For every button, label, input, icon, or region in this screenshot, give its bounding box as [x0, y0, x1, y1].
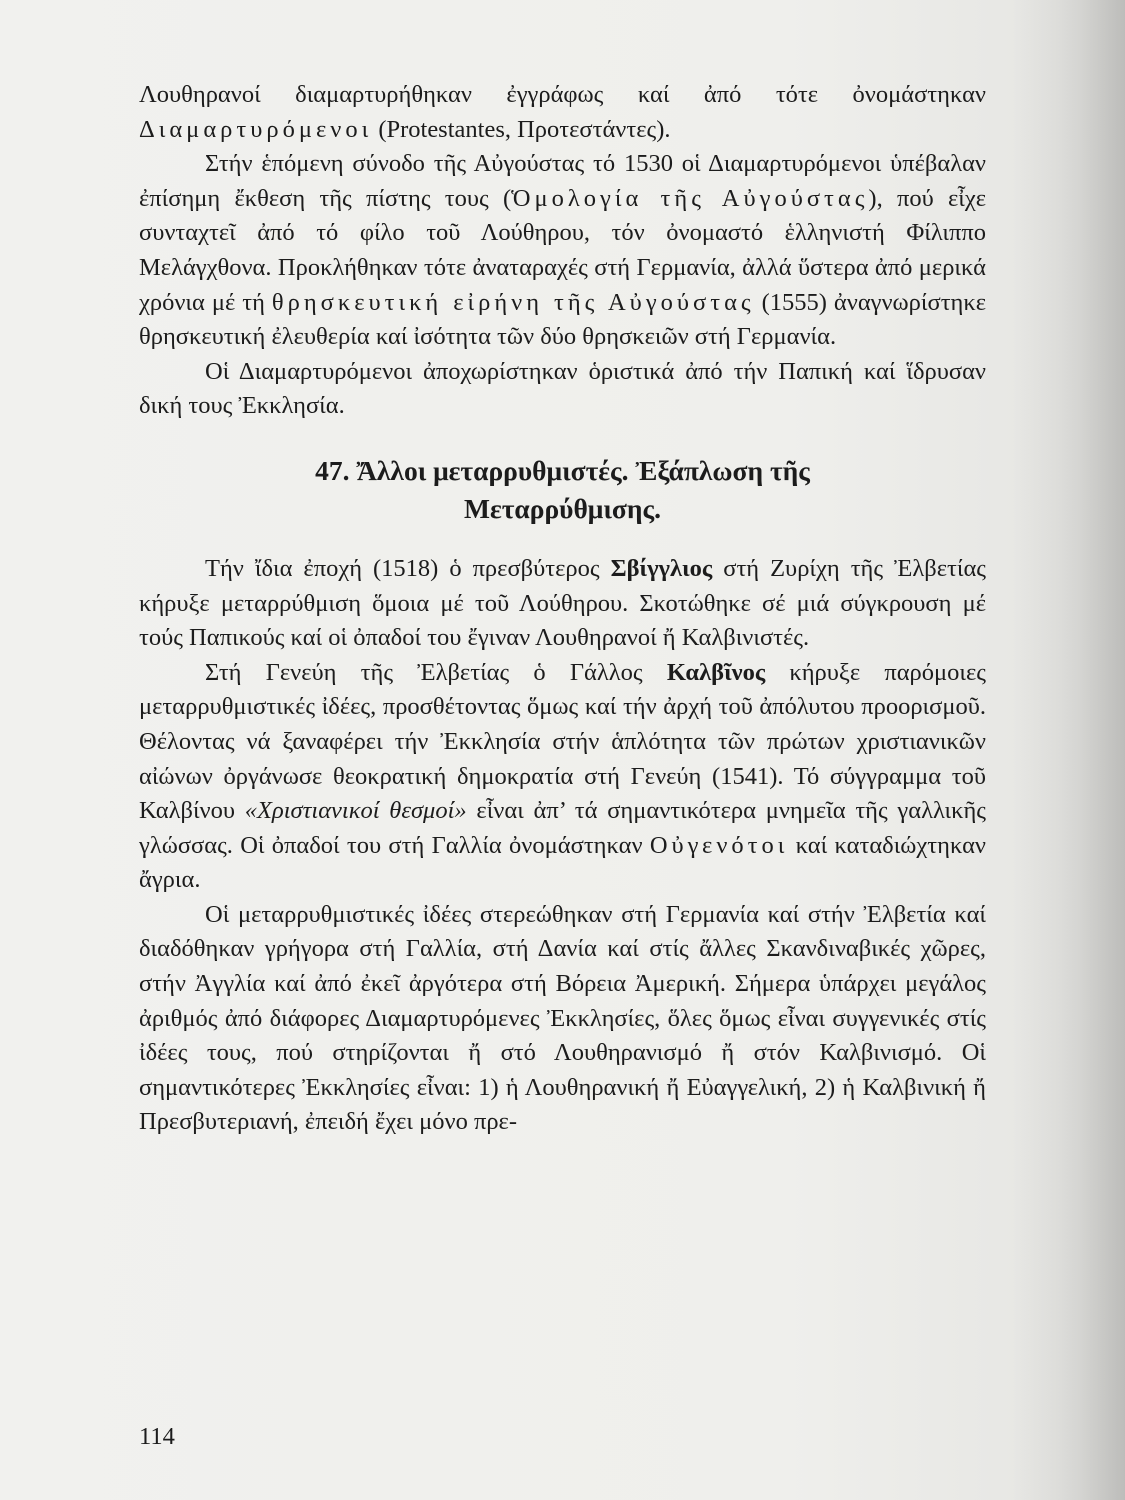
- spaced-emphasis: Ὁμολογία τῆς Αὐγούστας: [511, 184, 869, 212]
- body-text: [139, 78, 986, 1140]
- paragraphs-before-heading: [139, 78, 986, 424]
- paragraph: [139, 552, 986, 656]
- page-number: 114: [139, 1423, 175, 1450]
- paragraph: [139, 656, 986, 898]
- bold-name: Καλβῖνος: [666, 658, 766, 686]
- italic-title: «Χριστιανικοί θεσμοί»: [244, 797, 467, 825]
- text-run: (Protestantes, Προτεστάντες).: [372, 115, 671, 143]
- heading-line-1: 47. Ἄλλοι μεταρρυθμιστές. Ἐξάπλωση τῆς: [315, 454, 810, 486]
- text-run: στή Ζυρίχη τῆς Ἐλβετίας κήρυξε μεταρρύθμιση ὅμοια μέ τοῦ Λούθηρου. Σκοτώθηκε σέ μιά σύγκρουση μέ τούς Παπικούς καί οἱ ὀπαδοί του ἔγιναν Λουθηρανοί ἤ Καλβινιστές.: [139, 554, 986, 652]
- text-run: Οἱ Διαμαρτυρόμενοι ἀποχωρίστηκαν ὁριστικά ἀπό τήν Παπική καί ἵδρυσαν δική τους Ἐκκλησία.: [139, 357, 986, 420]
- text-run: Οἱ μεταρρυθμιστικές ἰδέες στερεώθηκαν στή Γερμανία καί στήν Ἐλβετία καί διαδόθηκαν γρήγορα στή Γαλλία, στή Δανία καί στίς ἄλλες Σκανδιναβικές χῶρες, στήν Ἀγγλία καί ἀπό ἐκεῖ ἀργότερα στή Βόρεια Ἀμερική. Σήμερα ὑπάρχει μεγάλος ἀριθμός ἀπό διάφορες Διαμαρτυρόμενες Ἐκκλησίες, ὅλες ὅμως εἶναι συγγενικές στίς ἰδέες τους, πού στηρίζονται ἤ στό Λουθηρανισμό ἤ στόν Καλβινισμό. Οἱ σημαντικότερες Ἐκκλησίες εἶναι: 1) ἡ Λουθηρανική ἤ Εὐαγγελική, 2) ἡ Καλβινική ἤ Πρεσβυτεριανή, ἐπειδή ἔχει μόνο πρε-: [139, 900, 986, 1136]
- paragraph: [139, 147, 986, 355]
- paragraph: [139, 898, 986, 1140]
- spaced-emphasis: θρησκευτική εἰρήνη τῆς Αὐγούστας: [271, 288, 755, 316]
- text-run: Λουθηρανοί διαμαρτυρήθηκαν ἐγγράφως καί ἀπό τότε ὀνομάστηκαν: [139, 81, 986, 108]
- text-run: Στή Γενεύη τῆς Ἐλβετίας ὁ Γάλλος: [205, 658, 667, 686]
- text-run: εἶναι ἀπ’ τά σημαντικότερα μνημεῖα τῆς γαλλικῆς γλώσσας. Οἱ ὀπαδοί του στή Γαλλία ὀνομάστηκαν: [139, 797, 986, 859]
- text-run: Τήν ἴδια ἐποχή (1518) ὁ πρεσβύτερος: [205, 554, 611, 582]
- paragraph: [139, 78, 986, 147]
- text-run: καί καταδιώχτηκαν ἄγρια.: [139, 831, 986, 894]
- text-run: Στήν ἑπόμενη σύνοδο τῆς Αὐγούστας τό 1530 οἱ Διαμαρτυρόμενοι ὑπέβαλαν ἐπίσημη ἔκθεση τῆς πίστης τους (: [139, 150, 986, 212]
- section-heading: [139, 452, 986, 528]
- bold-name: Σβίγγλιος: [610, 554, 713, 582]
- page-edge-shadow: [1012, 0, 1125, 1500]
- paragraphs-after-heading: [139, 552, 986, 1140]
- paragraph: [139, 355, 986, 424]
- spaced-emphasis: Οὐγενότοι: [649, 831, 789, 859]
- text-run: κήρυξε παρόμοιες μεταρρυθμιστικές ἰδέες, προσθέτοντας ὅμως καί τήν ἀρχή τοῦ ἀπόλυτου προορισμοῦ. Θέλοντας νά ξαναφέρει τήν Ἐκκλησία στήν ἁπλότητα τῶν πρώτων χριστιανικῶν αἰώνων ὀργάνωσε θεοκρατική δημοκρατία στή Γενεύη (1541). Τό σύγγραμμα τοῦ Καλβίνου: [139, 658, 986, 825]
- spaced-emphasis: Διαμαρτυρόμενοι: [139, 115, 373, 143]
- heading-line-2: Μεταρρύθμισης.: [464, 492, 661, 524]
- text-run: ), πού εἶχε συνταχτεῖ ἀπό τό φίλο τοῦ Λούθηρου, τόν ὀνομαστό ἑλληνιστή Φίλιππο Μελάγχθονα. Προκλήθηκαν τότε ἀναταραχές στή Γερμανία, ἀλλά ὕστερα ἀπό μερικά χρόνια μέ τή: [139, 184, 987, 316]
- text-run: (1555) ἀναγνωρίστηκε θρησκευτική ἐλευθερία καί ἰσότητα τῶν δύο θρησκειῶν στή Γερμανία.: [139, 288, 987, 351]
